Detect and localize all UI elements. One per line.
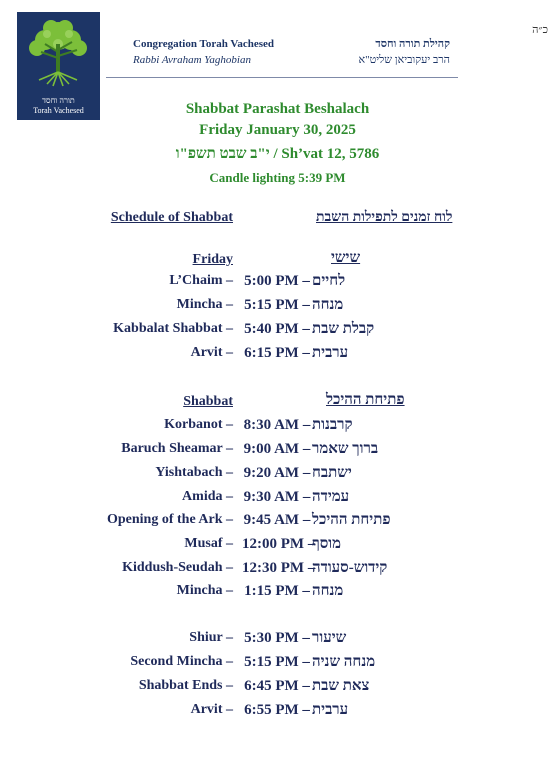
schedule-heading-english: Schedule of Shabbat: [110, 210, 233, 225]
row-time: 5:15 PM –: [244, 297, 310, 313]
schedule-row: [0, 441, 555, 461]
row-label-hebrew: ערבית: [312, 345, 349, 361]
schedule-row: [0, 273, 555, 293]
row-label-hebrew: לחיים: [312, 273, 346, 289]
section-title-friday: Friday: [192, 252, 233, 267]
row-label-hebrew: ברוך שאמר: [312, 441, 379, 457]
row-label-hebrew: קידוש-סעודה: [312, 560, 388, 576]
section-title-shabbat-hebrew: פתיחת ההיכל: [326, 392, 405, 408]
row-label-english: Musaf –: [184, 536, 233, 551]
schedule-row: [0, 417, 555, 437]
row-time: 6:45 PM –: [244, 678, 310, 694]
schedule-row: [0, 465, 555, 485]
row-time: 5:00 PM –: [244, 273, 310, 289]
row-label-english: Shabbat Ends –: [138, 678, 233, 693]
corner-mark: כ״ה: [532, 24, 548, 36]
row-label-hebrew: פתיחת ההיכל: [312, 512, 391, 528]
row-label-english: Mincha –: [176, 583, 233, 598]
schedule-row: [0, 512, 555, 532]
row-label-english: Kiddush-Seudah –: [122, 560, 233, 575]
row-label-hebrew: מנחה שניה: [312, 654, 376, 670]
row-label-hebrew: ערבית: [312, 702, 349, 718]
row-label-english: L’Chaim –: [169, 273, 233, 288]
parasha-title: Shabbat Parashat Beshalach: [185, 101, 370, 117]
row-label-english: Opening of the Ark –: [106, 512, 233, 527]
row-time: 9:45 AM –: [243, 512, 311, 528]
schedule-row: [0, 345, 555, 365]
row-label-hebrew: מנחה: [312, 297, 344, 313]
row-label-english: Amida –: [182, 489, 233, 504]
row-label-hebrew: קרבנות: [312, 417, 353, 433]
row-label-hebrew: שיעור: [312, 630, 347, 646]
row-label-hebrew: ישתבח: [312, 465, 352, 481]
row-time: 9:00 AM –: [243, 441, 311, 457]
row-label-english: Arvit –: [190, 702, 233, 717]
date-hebrew: י"ב שבט תשפ"ו / Sh’vat 12, 5786: [175, 146, 380, 162]
section-title-shabbat: Shabbat: [183, 394, 233, 409]
row-label-hebrew: קבלת שבת: [312, 321, 375, 337]
section-title-friday-hebrew: שישי: [331, 250, 361, 266]
header-divider: [106, 77, 458, 78]
logo-text-hebrew: תורה וחסד: [42, 96, 75, 105]
schedule-row: [0, 297, 555, 317]
schedule-row: [0, 560, 555, 580]
row-time: 9:20 AM –: [243, 465, 311, 481]
schedule-row: [0, 654, 555, 674]
schedule-row: [0, 583, 555, 603]
row-time: 12:00 PM –: [242, 536, 316, 552]
row-label-hebrew: עמידה: [312, 489, 350, 505]
row-label-english: Arvit –: [190, 345, 233, 360]
row-time: 6:15 PM –: [244, 345, 310, 361]
row-time: 8:30 AM –: [243, 417, 311, 433]
row-label-hebrew: מוסף: [312, 536, 342, 552]
congregation-name-hebrew: קהילת תורה וחסד: [375, 38, 450, 50]
row-time: 9:30 AM –: [243, 489, 311, 505]
schedule-row: [0, 678, 555, 698]
schedule-heading-hebrew: לוח זמנים לתפילות השבת: [316, 210, 453, 225]
row-time: 1:15 PM –: [244, 583, 310, 599]
row-label-english: Shiur –: [189, 630, 233, 645]
row-label-english: Baruch Sheamar –: [121, 441, 233, 456]
row-label-hebrew: צאת שבת: [312, 678, 370, 694]
schedule-row: [0, 702, 555, 722]
candle-lighting: Candle lighting 5:39 PM: [209, 170, 346, 185]
schedule-row: [0, 489, 555, 509]
tree-icon: [17, 14, 100, 94]
row-label-english: Mincha –: [176, 297, 233, 312]
logo-text-english: Torah Vachesed: [33, 106, 84, 115]
date-english: Friday January 30, 2025: [199, 122, 356, 138]
congregation-name-english: Congregation Torah Vachesed: [133, 38, 274, 50]
row-time: 6:55 PM –: [244, 702, 310, 718]
rabbi-name-english: Rabbi Avraham Yaghobian: [133, 54, 251, 66]
row-label-english: Second Mincha –: [130, 654, 233, 669]
schedule-row: [0, 321, 555, 341]
row-label-english: Kabbalat Shabbat –: [113, 321, 233, 336]
row-time: 5:30 PM –: [244, 630, 310, 646]
schedule-row: [0, 536, 555, 556]
row-time: 5:15 PM –: [244, 654, 310, 670]
row-label-english: Yishtabach –: [155, 465, 233, 480]
rabbi-name-hebrew: הרב יעקוביאן שליט"א: [358, 54, 450, 66]
row-label-english: Korbanot –: [164, 417, 233, 432]
row-time: 5:40 PM –: [244, 321, 310, 337]
row-label-hebrew: מנחה: [312, 583, 344, 599]
schedule-row: [0, 630, 555, 650]
row-time: 12:30 PM –: [242, 560, 316, 576]
